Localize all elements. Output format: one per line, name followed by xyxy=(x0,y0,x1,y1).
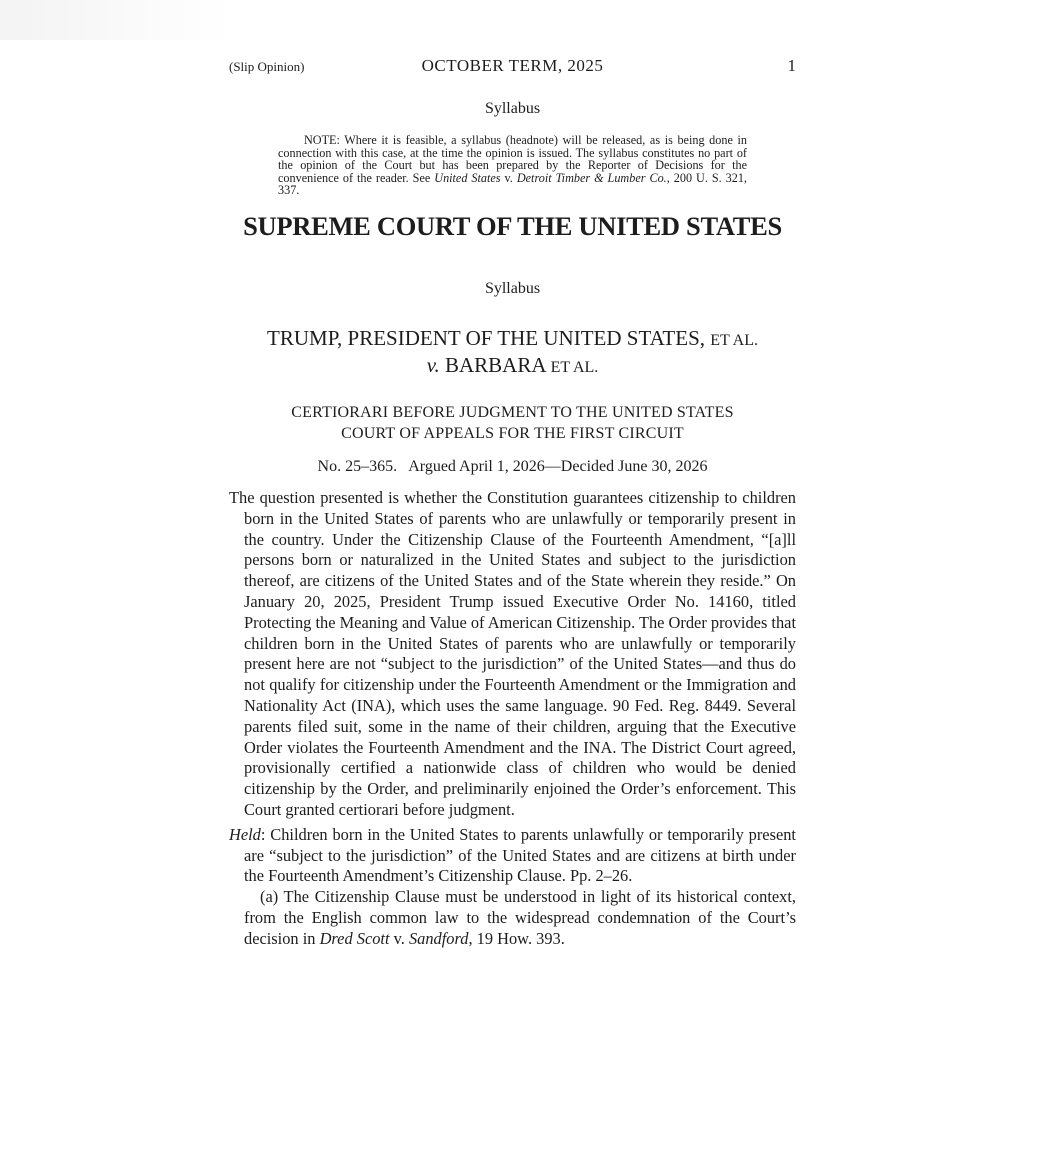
point-a-paragraph xyxy=(229,887,796,949)
scan-shadow xyxy=(0,0,230,40)
page-number: 1 xyxy=(787,56,796,75)
case-caption xyxy=(229,326,796,380)
note-text: NOTE: Where it is feasible, a syllabus (headnote) will be released, as is being done in connection with this case, at the time the opinion is issued. The syllabus constitutes no part of the opinion of the Court but has been prepared by the Reporter of Decisions for the convenience of the reader. See xyxy=(278,133,747,185)
caption-petitioner-etal: ET AL. xyxy=(710,331,758,349)
held-label: Held xyxy=(229,824,261,844)
certiorari-line-1: CERTIORARI BEFORE JUDGMENT TO THE UNITED STATES xyxy=(291,403,734,421)
running-header xyxy=(229,56,796,78)
caption-respondent: BARBARA xyxy=(444,352,546,377)
held-paragraph xyxy=(229,825,796,887)
held-text: : Children born in the United States to parents unlawfully or temporarily present are “subject to the jurisdiction” of the United States and are citizens at birth under the Fourteenth Amendment’s Citizenship Clause. Pp. 2–26. xyxy=(244,824,796,886)
reporter-note xyxy=(278,134,747,197)
note-citation-case-1: United States xyxy=(434,170,501,185)
point-a-case-2: Sandford xyxy=(408,928,469,948)
caption-respondent-etal: ET AL. xyxy=(550,358,599,376)
syllabus-heading: Syllabus xyxy=(484,279,541,297)
caption-petitioner-line xyxy=(229,326,796,353)
point-a-case-1: Dred Scott xyxy=(319,928,390,948)
caption-v: v. xyxy=(426,352,440,377)
court-title: SUPREME COURT OF THE UNITED STATES xyxy=(243,210,782,241)
note-citation-v: v. xyxy=(500,170,517,185)
point-a-v: v. xyxy=(389,928,409,948)
syllabus-heading-top: Syllabus xyxy=(484,100,541,117)
certiorari-heading xyxy=(229,402,796,444)
caption-petitioner: TRUMP, PRESIDENT OF THE UNITED STATES, xyxy=(267,325,706,350)
point-a-text: (a) The Citizenship Clause must be understood in light of its historical context, from the English common law to the widespread condemnation of the Court’s decision in xyxy=(244,887,796,948)
question-presented-paragraph: The question presented is whether the Constitution guarantees citizenship to children born in the United States of parents who are unlawfully or temporarily present in the country. Under the Citizenship Clause of the Fourteenth Amendment, “[a]ll persons born or naturalized in the United States and subject to the jurisdiction thereof, are citizens of the United States and of the State wherein they reside.” On January 20, 2025, President Trump issued Executive Order No. 14160, titled Protecting the Meaning and Value of American Citizenship. The Order provides that children born in the United States of parents who are unlawfully or temporarily present here are not “subject to the jurisdiction” of the United States—and thus do not qualify for citizenship under the Fourteenth Amendment or the Immigration and Nationality Act (INA), which uses the same language. 90 Fed. Reg. 8449. Several parents filed suit, some in the name of their children, arguing that the Executive Order violates the Fourteenth Amendment and the INA. The District Court agreed, provisionally certified a nationwide class of children who would be denied citizenship by the Order, and preliminarily enjoined the Order’s enforcement. This Court granted certiorari before judgment. xyxy=(229,487,796,819)
certiorari-line-2: COURT OF APPEALS FOR THE FIRST CIRCUIT xyxy=(341,424,684,442)
docket-line: No. 25–365. Argued April 1, 2026—Decided June 30, 2026 xyxy=(317,457,708,475)
point-a-rest: , 19 How. 393. xyxy=(468,928,565,948)
note-citation-rest: , 200 U. S. 321, 337. xyxy=(278,170,747,198)
caption-respondent-line xyxy=(229,353,796,380)
note-citation-case-2: Detroit Timber & Lumber Co. xyxy=(516,170,667,185)
term-label: OCTOBER TERM, 2025 xyxy=(421,56,604,75)
slip-opinion-label: (Slip Opinion) xyxy=(229,59,305,74)
slip-opinion-page xyxy=(229,56,796,950)
